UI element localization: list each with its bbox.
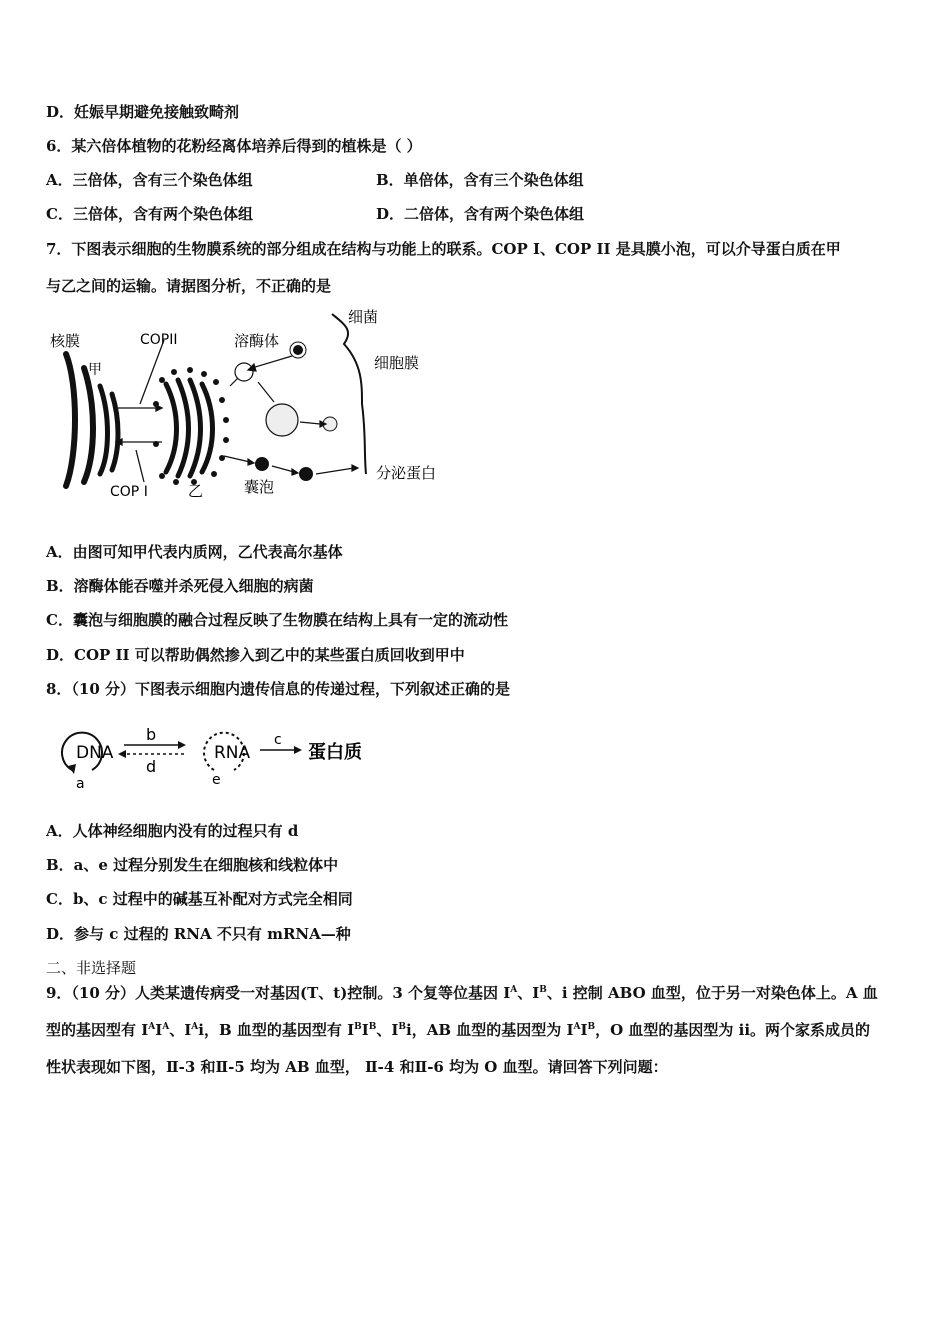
q7-membrane-figure bbox=[44, 304, 464, 504]
label-a: a bbox=[76, 776, 85, 792]
bacterium-small bbox=[293, 345, 303, 355]
label-nucleus: 核膜 bbox=[50, 332, 81, 350]
q8-option-b: B．a、e 过程分别发生在细胞核和线粒体中 bbox=[46, 856, 339, 874]
label-d: d bbox=[146, 757, 157, 776]
label-copii: COPII bbox=[140, 332, 178, 348]
q7-option-a: A．由图可知甲代表内质网，乙代表高尔基体 bbox=[46, 543, 343, 561]
transport-arrows bbox=[116, 340, 164, 482]
label-jia: 甲 bbox=[88, 362, 102, 378]
label-bacteria: 细菌 bbox=[348, 308, 379, 326]
q6-option-a: A．三倍体，含有三个染色体组 bbox=[46, 171, 253, 189]
label-yi: 乙 bbox=[188, 482, 204, 500]
q7-option-b: B．溶酶体能吞噬并杀死侵入细胞的病菌 bbox=[46, 577, 314, 595]
cell-membrane bbox=[332, 314, 366, 474]
secretory-vesicle-2 bbox=[299, 467, 313, 481]
er-shape bbox=[100, 386, 118, 474]
label-copi: COP I bbox=[110, 484, 148, 500]
label-e: e bbox=[212, 772, 221, 788]
label-protein: 蛋白质 bbox=[308, 742, 362, 763]
q8-option-c: C．b、c 过程中的碱基互补配对方式完全相同 bbox=[46, 890, 353, 908]
q9-line2: 型的基因型有 $I^AI^A$、$I^Ai$，B 血型的基因型有 $I^BI^B$、$I^Bi$，AB 血型的基因型为 $I^AI^B$，O 血型的基因型为 ii。两个家系成员的 bbox=[46, 1021, 871, 1039]
q6-option-b: B．单倍体，含有三个染色体组 bbox=[376, 171, 584, 189]
q9-line1: 9．（10 分）人类某遗传病受一对基因(T、t)控制。3 个复等位基因 $I^A$、$I^B$、i 控制 ABO 血型，位于另一对染色体上。A 血 bbox=[46, 984, 878, 1002]
q7-stem-line1: 7．下图表示细胞的生物膜系统的部分组成在结构与功能上的联系。COP I、COP II 是具膜小泡，可以介导蛋白质在甲 bbox=[46, 240, 841, 258]
q6-stem: 6．某六倍体植物的花粉经离体培养后得到的植株是（ ） bbox=[46, 137, 422, 155]
label-vesicle: 囊泡 bbox=[244, 478, 275, 496]
label-dna: DNA bbox=[76, 743, 114, 763]
label-rna: RNA bbox=[214, 743, 251, 763]
q7-option-d: D．COP II 可以帮助偶然掺入到乙中的某些蛋白质回收到甲中 bbox=[46, 646, 465, 664]
q8-stem: 8．（10 分）下图表示细胞内遗传信息的传递过程，下列叙述正确的是 bbox=[46, 680, 511, 698]
q9-line3: 性状表现如下图，Ⅱ-3 和Ⅱ-5 均为 AB 血型， Ⅱ-4 和Ⅱ-6 均为 O 血型。请回答下列问题： bbox=[46, 1058, 668, 1076]
label-cell-membrane: 细胞膜 bbox=[374, 354, 420, 372]
q8-option-a: A．人体神经细胞内没有的过程只有 d bbox=[46, 822, 299, 840]
label-lysosome: 溶酶体 bbox=[234, 332, 280, 350]
phagosome bbox=[266, 404, 298, 436]
section-title-nonchoice: 二、非选择题 bbox=[46, 959, 137, 977]
label-b: b bbox=[146, 725, 157, 744]
q7-stem-line2: 与乙之间的运输。请据图分析，不正确的是 bbox=[46, 277, 332, 295]
label-secreted-protein: 分泌蛋白 bbox=[376, 464, 437, 482]
label-c: c bbox=[274, 732, 282, 748]
q8-central-dogma-figure bbox=[46, 716, 386, 792]
q7-option-c: C．囊泡与细胞膜的融合过程反映了生物膜在结构上具有一定的流动性 bbox=[46, 611, 508, 629]
q8-option-d: D．参与 c 过程的 RNA 不只有 mRNA—种 bbox=[46, 925, 351, 943]
q6-option-d: D．二倍体，含有两个染色体组 bbox=[376, 205, 585, 223]
q5-option-d: D．妊娠早期避免接触致畸剂 bbox=[46, 103, 240, 121]
secretory-vesicle-1 bbox=[255, 457, 269, 471]
q6-option-c: C．三倍体，含有两个染色体组 bbox=[46, 205, 253, 223]
golgi-shape bbox=[166, 380, 213, 476]
